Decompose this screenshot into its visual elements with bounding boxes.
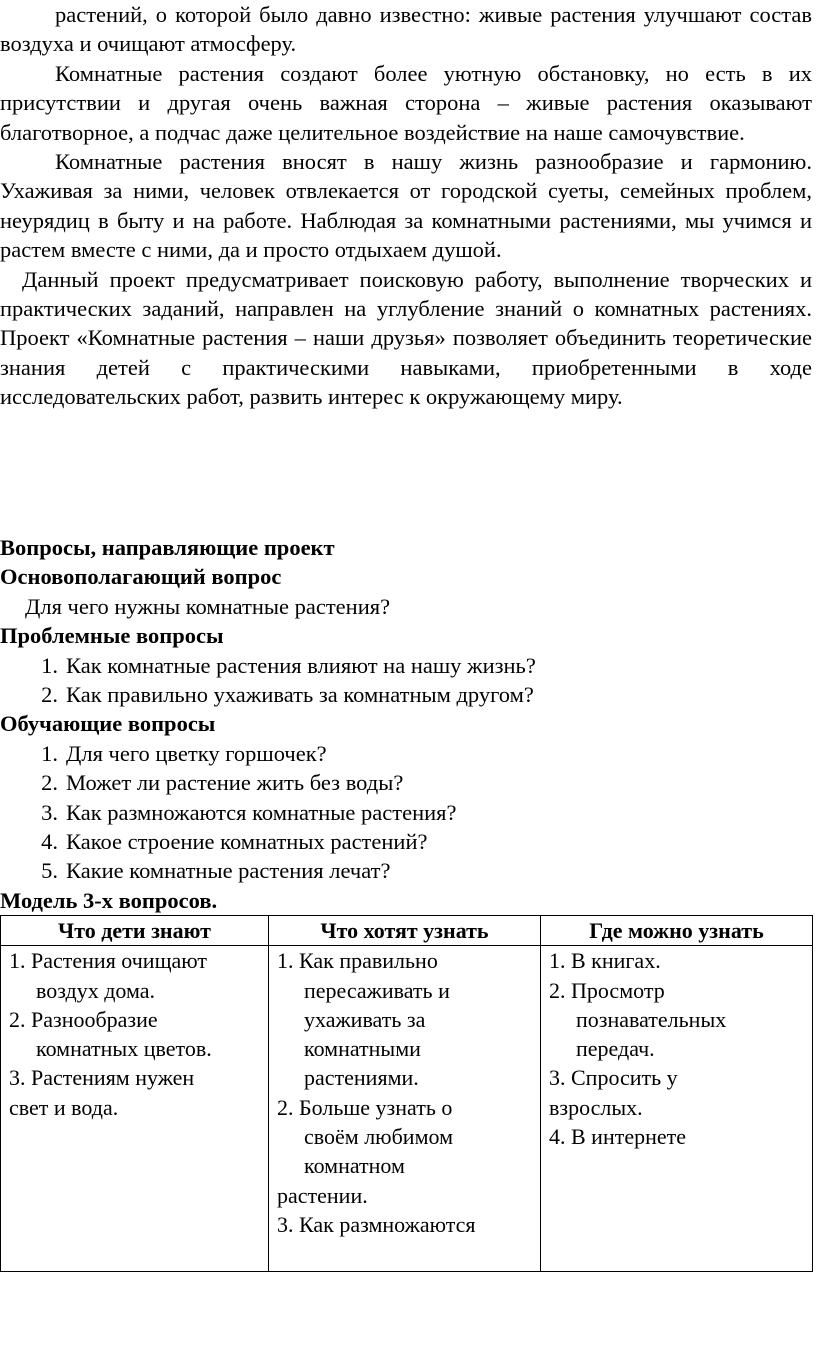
paragraph-3: Данный проект предусматривает поисковую работу, выполнение творческих и практических заданий, направлен на углубление знаний о комнатных растениях. Проект «Комнатные растения – наши друзья» позволяет объединить теоретические знания детей с практическими навыками, приобретенными в ходе исследовательских работ, развить интерес к окружающему миру.: [0, 266, 812, 410]
cell-line: комнатными: [304, 1036, 421, 1062]
header-want: Что хотят узнать: [269, 916, 541, 946]
questions-section: [0, 533, 812, 915]
model-table: [0, 915, 813, 1272]
cell-line: своём любимом: [304, 1124, 453, 1150]
model-title: Модель 3-х вопросов.: [0, 887, 218, 913]
list-number: 1.: [41, 652, 58, 678]
list-text: Может ли растение жить без воды?: [66, 770, 404, 796]
list-item: [0, 768, 812, 797]
list-text: Какое строение комнатных растений?: [66, 829, 428, 855]
list-item: [0, 827, 812, 856]
cell-line: пересаживать и: [304, 977, 450, 1003]
cell-line: передач.: [576, 1036, 655, 1062]
header-know: Что дети знают: [1, 916, 269, 946]
cell-line: воздух дома.: [36, 977, 156, 1003]
learning-title: Обучающие вопросы: [0, 711, 216, 737]
list-text: Как комнатные растения влияют на нашу жизнь?: [66, 652, 536, 678]
cell-where: [541, 946, 813, 1272]
cell-line: ухаживать за: [304, 1006, 426, 1032]
list-number: 4.: [41, 829, 58, 855]
list-item: [0, 680, 812, 709]
cell-line: 3. Растениям нужен: [9, 1065, 195, 1091]
paragraph-1: Комнатные растения создают более уютную обстановку, но есть в их присутствии и другая очень важная сторона – живые растения оказывают благотворное, а подчас даже целительное воздействие на наше самочувствие.: [0, 60, 812, 145]
problem-list: [0, 651, 812, 710]
list-item: [0, 856, 812, 885]
fundamental-question: Для чего нужны комнатные растения?: [25, 593, 391, 619]
intro-text: [0, 0, 812, 412]
questions-title: Вопросы, направляющие проект: [0, 535, 335, 560]
cell-know: [1, 946, 269, 1272]
cell-line: 2. Разнообразие: [9, 1006, 158, 1032]
cell-line: 4. В интернете: [549, 1124, 687, 1150]
list-number: 2.: [41, 682, 58, 708]
list-text: Как размножаются комнатные растения?: [66, 799, 457, 825]
list-text: Для чего цветку горшочек?: [66, 740, 327, 766]
cell-line: свет и вода.: [9, 1094, 119, 1120]
table-row: [1, 946, 813, 1272]
list-item: [0, 651, 812, 680]
cell-line: растении.: [277, 1182, 368, 1208]
cell-line: 3. Как размножаются: [277, 1211, 476, 1237]
cell-line: 2. Просмотр: [549, 977, 665, 1003]
problem-title: Проблемные вопросы: [0, 623, 224, 649]
cell-line: 1. В книгах.: [549, 948, 661, 974]
cell-line: 3. Спросить у: [549, 1065, 678, 1091]
list-number: 1.: [41, 740, 58, 766]
cell-line: комнатном: [304, 1153, 405, 1179]
list-text: Как правильно ухаживать за комнатным другом?: [66, 682, 534, 708]
cell-line: 1. Как правильно: [277, 948, 438, 974]
cell-line: комнатных цветов.: [36, 1036, 212, 1062]
list-number: 3.: [41, 799, 58, 825]
list-number: 2.: [41, 770, 58, 796]
cell-line: 2. Больше узнать о: [277, 1094, 453, 1120]
cell-line: познавательных: [576, 1006, 727, 1032]
paragraph-2: Комнатные растения вносят в нашу жизнь разнообразие и гармонию. Ухаживая за ними, человек отвлекается от городской суеты, семейных проблем, неурядиц в быту и на работе. Наблюдая за комнатными растениями, мы учимся и растем вместе с ними, да и просто отдыхаем душой.: [0, 149, 812, 263]
cell-want: [269, 946, 541, 1272]
cell-line: 1. Растения очищают: [9, 948, 208, 974]
cell-line: растениями.: [304, 1065, 419, 1091]
fundamental-title: Основополагающий вопрос: [0, 564, 282, 590]
table-header-row: [1, 916, 813, 946]
paragraph-0: растений, о которой было давно известно: живые растения улучшают состав воздуха и очищают атмосферу.: [0, 2, 812, 57]
list-item: [0, 739, 812, 768]
list-item: [0, 798, 812, 827]
header-where: Где можно узнать: [541, 916, 813, 946]
learning-list: [0, 739, 812, 886]
list-text: Какие комнатные растения лечат?: [66, 858, 391, 884]
list-number: 5.: [41, 858, 58, 884]
cell-line: взрослых.: [549, 1094, 643, 1120]
